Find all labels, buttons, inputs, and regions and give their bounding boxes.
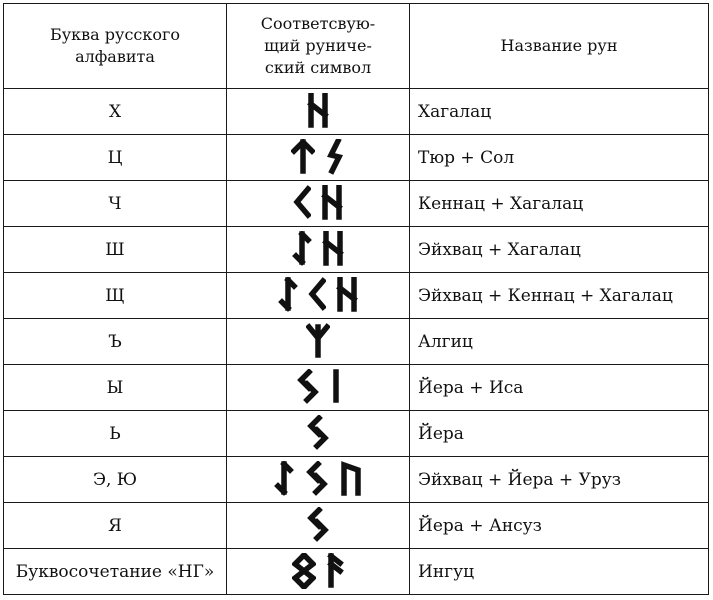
hagalaz-rune-icon bbox=[336, 277, 358, 313]
russian-letter-cell: Буквосочетание «НГ» bbox=[4, 549, 227, 595]
tiwaz-rune-icon bbox=[291, 139, 315, 175]
rune-name-cell: Ингуц bbox=[410, 549, 709, 595]
rune-name-cell: Тюр + Сол bbox=[410, 135, 709, 181]
eihwaz-rune-icon bbox=[278, 277, 298, 313]
table-row bbox=[4, 457, 709, 503]
hagalaz-rune-icon bbox=[307, 93, 329, 129]
rune-symbol-cell bbox=[227, 549, 410, 595]
hagalaz-rune-icon bbox=[322, 231, 344, 267]
rune-glyph-group bbox=[274, 457, 362, 501]
rune-symbol-cell bbox=[227, 457, 410, 503]
table-row bbox=[4, 89, 709, 135]
jera-rune-icon bbox=[295, 369, 321, 405]
rune-glyph-group bbox=[307, 89, 329, 133]
rune-glyph-group bbox=[292, 549, 344, 593]
rune-glyph-group bbox=[306, 319, 330, 363]
rune-symbol-cell bbox=[227, 181, 410, 227]
rune-name-cell: Алгиц bbox=[410, 319, 709, 365]
rune-name-cell: Эйхвац + Хагалац bbox=[410, 227, 709, 273]
table-row bbox=[4, 411, 709, 457]
russian-letter-cell: Э, Ю bbox=[4, 457, 227, 503]
header-symbol: Соответсвую- щий руниче- ский символ bbox=[227, 4, 410, 89]
rune-glyph-group bbox=[292, 227, 344, 271]
rune-name-cell: Кеннац + Хагалац bbox=[410, 181, 709, 227]
rune-glyph-group bbox=[305, 411, 331, 455]
russian-letter-cell: Х bbox=[4, 89, 227, 135]
uruz-rune-icon bbox=[340, 461, 362, 497]
rune-symbol-cell bbox=[227, 89, 410, 135]
rune-symbol-cell bbox=[227, 135, 410, 181]
kenaz-rune-icon bbox=[293, 185, 311, 221]
header-row bbox=[4, 4, 709, 89]
table-body bbox=[4, 89, 709, 595]
header-letter: Буква русского алфавита bbox=[4, 4, 227, 89]
kenaz-rune-icon bbox=[308, 277, 326, 313]
russian-letter-cell: Щ bbox=[4, 273, 227, 319]
russian-letter-cell: Ч bbox=[4, 181, 227, 227]
russian-letter-cell: Ь bbox=[4, 411, 227, 457]
table-row bbox=[4, 319, 709, 365]
table-row bbox=[4, 227, 709, 273]
isa-rune-icon bbox=[331, 369, 341, 405]
rune-symbol-cell bbox=[227, 503, 410, 549]
rune-symbol-cell bbox=[227, 411, 410, 457]
russian-letter-cell: Ъ bbox=[4, 319, 227, 365]
ansuz-rune-icon bbox=[326, 553, 344, 589]
rune-name-cell: Эйхвац + Йера + Уруз bbox=[410, 457, 709, 503]
rune-glyph-group bbox=[293, 181, 343, 225]
ingwaz-rune-icon bbox=[292, 553, 316, 589]
table-row bbox=[4, 503, 709, 549]
russian-letter-cell: Я bbox=[4, 503, 227, 549]
rune-symbol-cell bbox=[227, 273, 410, 319]
rune-name-cell: Йера + Ансуз bbox=[410, 503, 709, 549]
table-row bbox=[4, 549, 709, 595]
table-row bbox=[4, 365, 709, 411]
header-name: Название рун bbox=[410, 4, 709, 89]
jera-rune-icon bbox=[305, 507, 331, 543]
russian-letter-cell: Ш bbox=[4, 227, 227, 273]
rune-name-cell: Хагалац bbox=[410, 89, 709, 135]
jera-rune-icon bbox=[304, 461, 330, 497]
rune-name-cell: Эйхвац + Кеннац + Хагалац bbox=[410, 273, 709, 319]
eihwaz-rune-icon bbox=[274, 461, 294, 497]
rune-glyph-group bbox=[278, 273, 358, 317]
sowilo-rune-icon bbox=[325, 139, 345, 175]
table-row bbox=[4, 135, 709, 181]
rune-name-cell: Йера + Иса bbox=[410, 365, 709, 411]
hagalaz-rune-icon bbox=[321, 185, 343, 221]
jera-rune-icon bbox=[305, 415, 331, 451]
algiz-rune-icon bbox=[306, 323, 330, 359]
rune-symbol-cell bbox=[227, 227, 410, 273]
table-row bbox=[4, 273, 709, 319]
russian-letter-cell: Ц bbox=[4, 135, 227, 181]
russian-letter-cell: Ы bbox=[4, 365, 227, 411]
rune-glyph-group bbox=[295, 365, 341, 409]
eihwaz-rune-icon bbox=[292, 231, 312, 267]
rune-symbol-cell bbox=[227, 365, 410, 411]
table-row bbox=[4, 181, 709, 227]
rune-name-cell: Йера bbox=[410, 411, 709, 457]
rune-glyph-group bbox=[291, 135, 345, 179]
rune-symbol-cell bbox=[227, 319, 410, 365]
rune-glyph-group bbox=[305, 503, 331, 547]
rune-correspondence-table bbox=[3, 3, 709, 595]
